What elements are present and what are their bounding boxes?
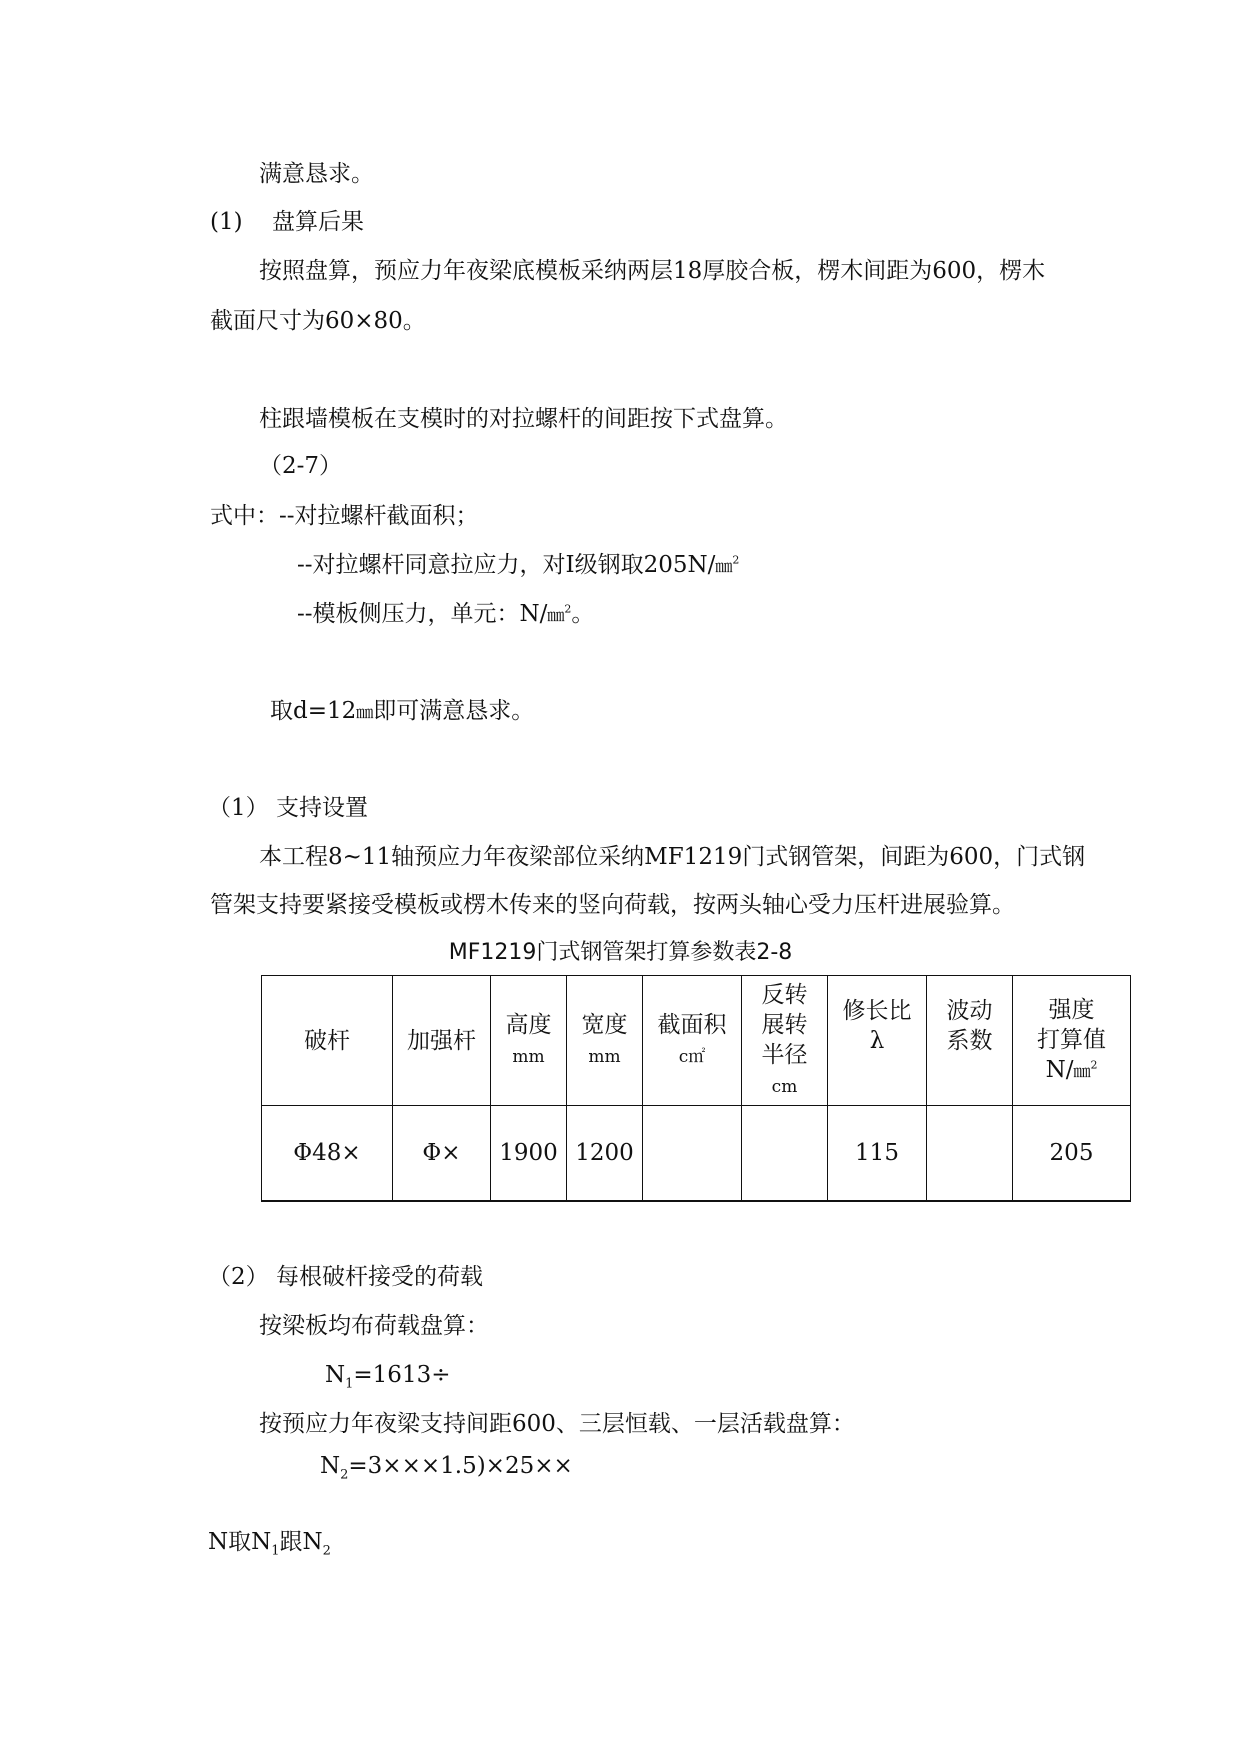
section-number: (1): [210, 209, 243, 235]
section-heading: （1） 支持设置: [208, 795, 368, 821]
paragraph-line: N取$N_1$跟$N_2$: [208, 1529, 331, 1559]
formula-legend: --模板侧压力，单元：N/㎜$^2$。: [297, 601, 595, 627]
paragraph-line: 取d=12㎜即可满意恳求。: [270, 698, 535, 724]
table-cell: 1900: [491, 1106, 567, 1202]
header-cell: 宽度 mm: [567, 976, 643, 1106]
section-heading: （2） 每根破杆接受的荷载: [208, 1264, 483, 1290]
header-cell: 强度 打算值 N/㎜$^2$: [1013, 976, 1131, 1106]
paragraph-line: 本工程8~11轴预应力年夜梁部位采纳MF1219门式钢管架，间距为600，门式钢: [259, 844, 1086, 870]
header-cell: 反转 展转 半径 cm: [742, 976, 828, 1106]
table-cell: 205: [1013, 1106, 1131, 1202]
table-cell: [927, 1106, 1013, 1202]
paragraph-line: 按梁板均布荷载盘算：: [259, 1313, 489, 1339]
formula-legend: 式中：--对拉螺杆截面积；: [210, 503, 479, 529]
table-row: [262, 1106, 1131, 1202]
table-cell: Φ48×: [262, 1106, 393, 1202]
paragraph-line: 截面尺寸为60×80。: [210, 308, 426, 334]
header-cell: 修长比 λ: [828, 976, 927, 1106]
table-cell: Φ×: [393, 1106, 491, 1202]
header-cell: 破杆: [262, 976, 393, 1106]
formula-number: （2-7）: [259, 453, 343, 479]
table-cell: [643, 1106, 742, 1202]
header-cell: 加强杆: [393, 976, 491, 1106]
parameter-table: [261, 975, 1131, 1202]
table-cell: 1200: [567, 1106, 643, 1202]
header-cell: 截面积 c㎡: [643, 976, 742, 1106]
text-line: 满意恳求。: [259, 161, 374, 187]
formula-line: $N_1=1613\div$: [325, 1362, 451, 1392]
header-cell: 波动 系数: [927, 976, 1013, 1106]
table-cell: 115: [828, 1106, 927, 1202]
formula-line: $N_2=3\times\times\times 1.5)\times 25\times\times$: [320, 1453, 573, 1483]
paragraph-line: 管架支持要紧接受模板或楞木传来的竖向荷载，按两头轴心受力压杆进展验算。: [210, 892, 1015, 918]
table-header-row: [262, 976, 1131, 1106]
paragraph-line: 按预应力年夜梁支持间距600、三层恒载、一层活载盘算：: [259, 1411, 855, 1437]
header-cell: 高度 mm: [491, 976, 567, 1106]
paragraph-line: 柱跟墙模板在支模时的对拉螺杆的间距按下式盘算。: [259, 406, 788, 432]
table-caption: MF1219门式钢管架打算参数表2-8: [448, 940, 793, 965]
table-cell: [742, 1106, 828, 1202]
paragraph-line: 按照盘算，预应力年夜梁底模板采纳两层18厚胶合板，楞木间距为600，楞木: [259, 258, 1046, 284]
formula-legend: --对拉螺杆同意拉应力，对I级钢取205N/㎜$^2$: [297, 552, 740, 578]
section-heading: 盘算后果: [272, 209, 364, 235]
